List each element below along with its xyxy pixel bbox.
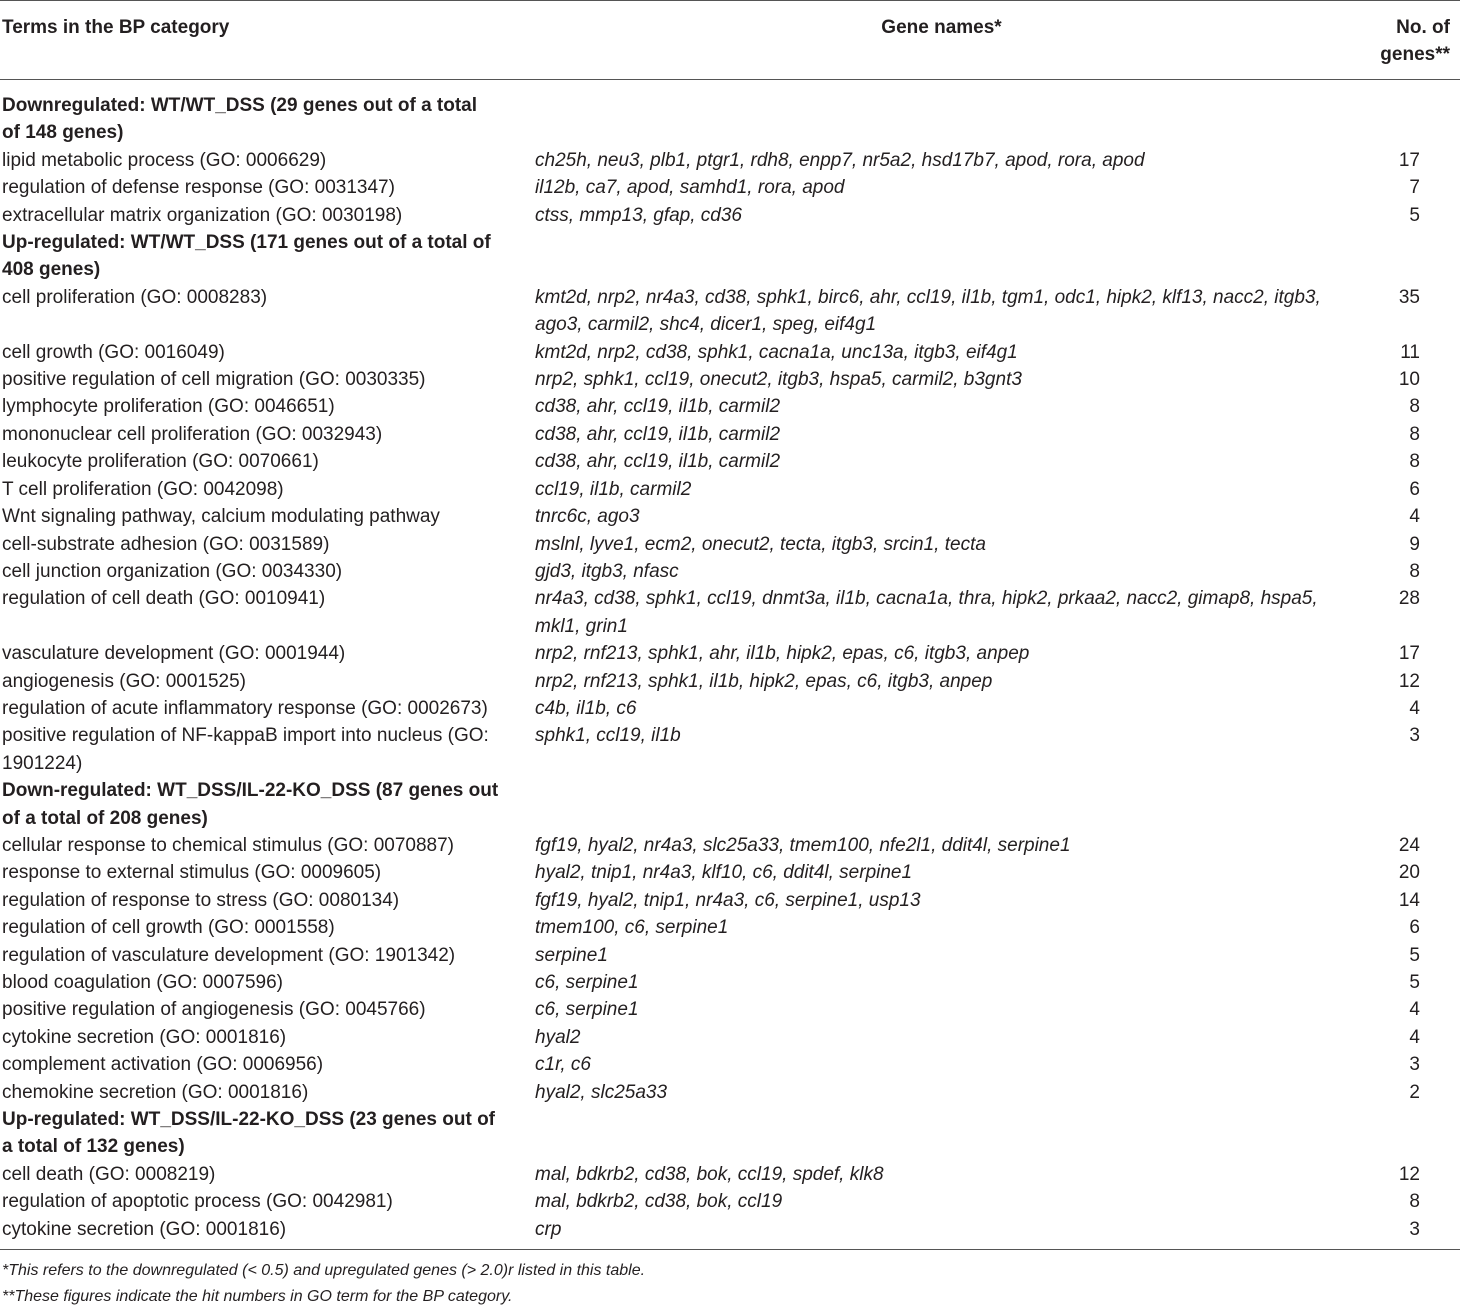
table-row (0, 859, 1460, 886)
term-cell: cytokine secretion (GO: 0001816) (0, 1216, 533, 1250)
gene-names-cell: nrp2, sphk1, ccl19, onecut2, itgb3, hspa5, carmil2, b3gnt3 (535, 369, 1022, 391)
table-row (0, 531, 1460, 558)
gene-names-cell: mal, bdkrb2, cd38, bok, ccl19, spdef, klk8 (535, 1163, 884, 1185)
table-row (0, 339, 1460, 366)
term-cell: regulation of cell growth (GO: 0001558) (2, 917, 335, 939)
term-cell: chemokine secretion (GO: 0001816) (2, 1081, 309, 1103)
table-row (0, 558, 1460, 585)
gene-names-cell: hyal2, tnip1, nr4a3, klf10, c6, ddit4l, serpine1 (535, 862, 913, 884)
term-cell: positive regulation of cell migration (GO: 0030335) (2, 369, 426, 391)
term-cell: regulation of acute inflammatory response (GO: 0002673) (2, 697, 488, 719)
gene-names-cell: nrp2, rnf213, sphk1, ahr, il1b, hipk2, epas, c6, itgb3, anpep (535, 643, 1030, 665)
term-cell: regulation of vasculature development (GO: 1901342) (2, 944, 456, 966)
gene-names-cell: cd38, ahr, ccl19, il1b, carmil2 (535, 396, 781, 418)
section-header-row (0, 777, 1460, 832)
table-row (0, 996, 1460, 1023)
gene-names-cell: il12b, ca7, apod, samhd1, rora, apod (535, 177, 845, 199)
term-cell: regulation of response to stress (GO: 0080134) (2, 889, 400, 911)
gene-count-cell: 12 (1398, 1163, 1420, 1185)
gene-names-cell: c6, serpine1 (535, 972, 639, 993)
table-row (0, 832, 1460, 859)
gene-count-cell: 8 (1409, 396, 1420, 418)
gene-count-cell: 8 (1409, 423, 1420, 445)
gene-names-cell: hyal2, slc25a33 (535, 1081, 668, 1103)
table-row (0, 1079, 1460, 1106)
gene-count-cell: 20 (1398, 862, 1420, 884)
gene-count-cell: 6 (1409, 917, 1420, 939)
table-row (0, 448, 1460, 475)
term-cell: mononuclear cell proliferation (GO: 0032943) (2, 423, 383, 445)
gene-names-cell: crp (533, 1216, 1350, 1250)
term-cell: extracellular matrix organization (GO: 0030198) (2, 204, 403, 226)
gene-count-cell: 4 (1409, 1026, 1420, 1048)
gene-count-cell: 8 (1409, 451, 1420, 473)
gene-names-cell: gjd3, itgb3, nfasc (535, 560, 679, 582)
table-row (0, 969, 1460, 996)
gene-count-cell: 28 (1398, 588, 1420, 610)
term-cell: vasculature development (GO: 0001944) (2, 643, 346, 665)
table-row (0, 1216, 1460, 1250)
term-cell: T cell proliferation (GO: 0042098) (2, 478, 284, 500)
gene-names-cell: c1r, c6 (535, 1054, 591, 1076)
table-row (0, 585, 1460, 640)
term-cell: cell junction organization (GO: 0034330) (2, 560, 343, 582)
gene-names-cell: c4b, il1b, c6 (535, 697, 637, 719)
table-row (0, 421, 1460, 448)
gene-count-cell: 4 (1409, 697, 1420, 719)
gene-names-cell: nr4a3, cd38, sphk1, ccl19, dnmt3a, il1b, cacna1a, thra, hipk2, prkaa2, nacc2, gimap8, hspa5, mkl1, grin1 (535, 588, 1318, 637)
gene-names-cell: serpine1 (535, 944, 608, 966)
gene-names-cell: ctss, mmp13, gfap, cd36 (535, 204, 742, 226)
footnotes (0, 1250, 1460, 1310)
table-row (0, 695, 1460, 722)
table-row (0, 393, 1460, 420)
table-row (0, 722, 1460, 777)
gene-names-cell: fgf19, hyal2, tnip1, nr4a3, c6, serpine1, usp13 (535, 889, 921, 911)
table-row (0, 668, 1460, 695)
gene-names-cell: c6, serpine1 (535, 999, 639, 1021)
gene-count-cell: 14 (1398, 889, 1420, 911)
gene-count-cell: 17 (1398, 149, 1420, 171)
term-cell: Wnt signaling pathway, calcium modulating pathway (2, 506, 440, 528)
gene-count-cell: 3 (1350, 1216, 1460, 1250)
table-row (0, 503, 1460, 530)
table-row (0, 284, 1460, 339)
table-row (0, 202, 1460, 229)
table-row (0, 914, 1460, 941)
gene-names-cell: tnrc6c, ago3 (535, 506, 640, 528)
gene-count-cell: 10 (1398, 369, 1420, 391)
section-title: Up-regulated: WT/WT_DSS (171 genes out of a total of 408 genes) (2, 232, 491, 281)
table-row (0, 1024, 1460, 1051)
section-header-row (0, 80, 1460, 147)
term-cell: cytokine secretion (GO: 0001816) (2, 1026, 287, 1048)
gene-names-cell: mal, bdkrb2, cd38, bok, ccl19 (535, 1191, 783, 1213)
gene-names-cell: mslnl, lyve1, ecm2, onecut2, tecta, itgb3, srcin1, tecta (535, 533, 986, 555)
gene-names-cell: cd38, ahr, ccl19, il1b, carmil2 (535, 423, 781, 445)
term-cell: regulation of apoptotic process (GO: 0042981) (2, 1191, 393, 1213)
term-cell: cell-substrate adhesion (GO: 0031589) (2, 533, 330, 555)
section-title: Down-regulated: WT_DSS/IL-22-KO_DSS (87 genes out of a total of 208 genes) (2, 780, 499, 829)
term-cell: regulation of cell death (GO: 0010941) (2, 588, 326, 610)
term-cell: cell growth (GO: 0016049) (2, 341, 225, 363)
gene-count-cell: 35 (1398, 286, 1420, 308)
gene-count-cell: 9 (1409, 533, 1420, 555)
term-cell: response to external stimulus (GO: 0009605) (2, 862, 382, 884)
gene-count-cell: 12 (1398, 670, 1420, 692)
table-row (0, 476, 1460, 503)
table-row (0, 1161, 1460, 1188)
term-cell: cellular response to chemical stimulus (GO: 0070887) (2, 834, 454, 856)
gene-count-cell: 8 (1409, 560, 1420, 582)
gene-count-cell: 11 (1400, 341, 1420, 363)
gene-names-cell: ch25h, neu3, plb1, ptgr1, rdh8, enpp7, nr5a2, hsd17b7, apod, rora, apod (535, 149, 1145, 171)
gene-count-cell: 17 (1398, 643, 1420, 665)
table-row (0, 1051, 1460, 1078)
term-cell: leukocyte proliferation (GO: 0070661) (2, 451, 319, 473)
term-cell: cell proliferation (GO: 0008283) (2, 286, 268, 308)
gene-count-cell: 8 (1409, 1191, 1420, 1213)
gene-count-cell: 7 (1409, 177, 1420, 199)
table-header (0, 1, 1460, 80)
gene-names-cell: ccl19, il1b, carmil2 (535, 478, 692, 500)
table-row (0, 887, 1460, 914)
gene-count-cell: 4 (1409, 999, 1420, 1021)
table-body (0, 80, 1460, 1250)
header-gene-names: Gene names* (533, 1, 1350, 80)
term-cell: cell death (GO: 0008219) (2, 1163, 216, 1185)
gene-count-cell: 3 (1409, 1054, 1420, 1076)
table-row (0, 1188, 1460, 1215)
header-gene-count: No. of genes** (1350, 1, 1460, 80)
gene-count-cell: 5 (1409, 944, 1420, 966)
term-cell: complement activation (GO: 0006956) (2, 1054, 324, 1076)
gene-count-cell: 6 (1409, 478, 1420, 500)
term-cell: lymphocyte proliferation (GO: 0046651) (2, 396, 335, 418)
gene-names-cell: kmt2d, nrp2, nr4a3, cd38, sphk1, birc6, ahr, ccl19, il1b, tgm1, odc1, hipk2, klf13, nacc2, itgb3, ago3, carmil2, shc4, dicer1, speg, eif4g1 (535, 286, 1321, 336)
term-cell: angiogenesis (GO: 0001525) (2, 670, 246, 692)
section-header-row (0, 229, 1460, 284)
header-terms: Terms in the BP category (0, 1, 533, 80)
gene-names-cell: hyal2 (535, 1026, 581, 1048)
gene-names-cell: sphk1, ccl19, il1b (535, 725, 681, 747)
footnote-1: *This refers to the downregulated (< 0.5) and upregulated genes (> 2.0)r listed in this table. (2, 1262, 646, 1280)
term-cell: regulation of defense response (GO: 0031347) (2, 177, 395, 199)
table-row (0, 147, 1460, 174)
gene-names-cell: cd38, ahr, ccl19, il1b, carmil2 (535, 451, 781, 473)
gene-names-cell: nrp2, rnf213, sphk1, il1b, hipk2, epas, c6, itgb3, anpep (535, 670, 993, 692)
gene-names-cell: kmt2d, nrp2, cd38, sphk1, cacna1a, unc13a, itgb3, eif4g1 (535, 341, 1018, 363)
term-cell: lipid metabolic process (GO: 0006629) (2, 149, 327, 171)
section-title: Up-regulated: WT_DSS/IL-22-KO_DSS (23 genes out of a total of 132 genes) (2, 1109, 495, 1158)
gene-names-cell: tmem100, c6, serpine1 (535, 917, 729, 939)
gene-count-cell: 5 (1409, 972, 1420, 993)
table-row (0, 942, 1460, 969)
footnote-2: **These figures indicate the hit numbers in GO term for the BP category. (2, 1288, 513, 1306)
section-header-row (0, 1106, 1460, 1161)
gene-count-cell: 2 (1409, 1081, 1420, 1103)
gene-count-cell: 24 (1398, 834, 1420, 856)
term-cell: blood coagulation (GO: 0007596) (2, 972, 283, 993)
section-title: Downregulated: WT/WT_DSS (29 genes out of a total of 148 genes) (2, 95, 478, 144)
table-row (0, 174, 1460, 201)
gene-count-cell: 4 (1409, 506, 1420, 528)
term-cell: positive regulation of angiogenesis (GO: 0045766) (2, 999, 426, 1021)
table-row (0, 366, 1460, 393)
term-cell: positive regulation of NF-kappaB import into nucleus (GO: 1901224) (2, 725, 489, 774)
gene-names-cell: fgf19, hyal2, nr4a3, slc25a33, tmem100, nfe2l1, ddit4l, serpine1 (535, 834, 1071, 856)
gene-count-cell: 3 (1409, 725, 1420, 747)
gene-count-cell: 5 (1409, 204, 1420, 226)
table-row (0, 640, 1460, 667)
